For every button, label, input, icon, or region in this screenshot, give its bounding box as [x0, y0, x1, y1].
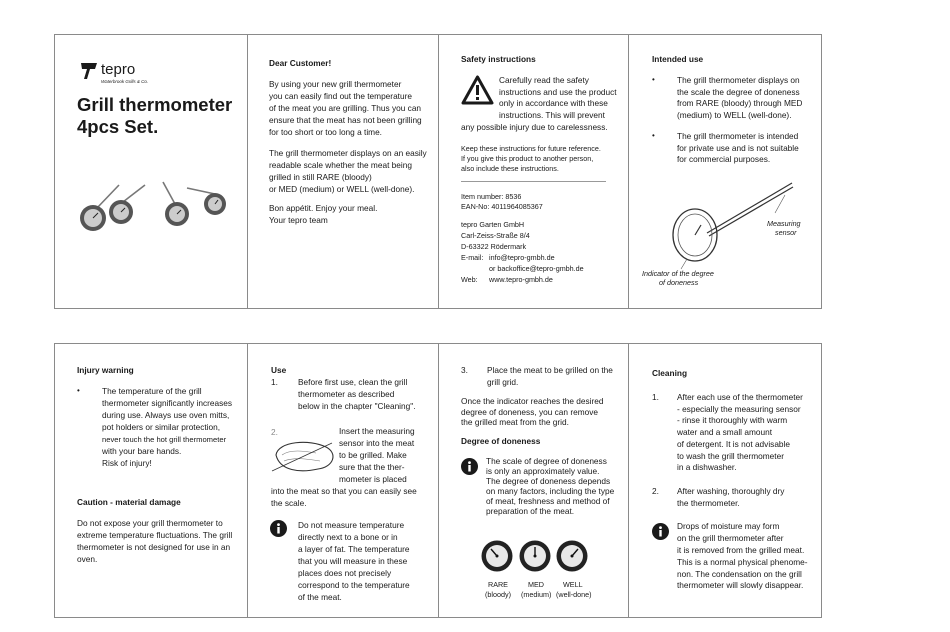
- doneness-text: grill grid.: [487, 377, 519, 387]
- safety-heading: Safety instructions: [461, 54, 536, 64]
- customer-text: grilled in still RARE (bloody): [269, 172, 372, 182]
- cleaning-text: of detergent. It is not advisable: [677, 439, 791, 449]
- intended-text: from RARE (bloody) through MED: [677, 98, 803, 108]
- cleaning-info-text: it is removed from the grilled meat.: [677, 545, 805, 555]
- injury-panel: [55, 344, 248, 617]
- dial-sub-well: (well-done): [556, 590, 592, 599]
- web-link[interactable]: www.tepro-gmbh.de: [489, 275, 553, 284]
- injury-heading: Injury warning: [77, 365, 134, 375]
- email-link[interactable]: info@tepro-gmbh.de: [489, 253, 555, 262]
- cleaning-text: water and a small amount: [677, 427, 773, 437]
- use-panel: [248, 344, 439, 617]
- safety-text: Keep these instructions for future reference.: [461, 144, 601, 153]
- step-number: 3.: [461, 365, 468, 375]
- intended-text: the scale the degree of doneness: [677, 87, 800, 97]
- step-number: 2.: [271, 427, 278, 437]
- caution-text: Do not expose your grill thermometer to: [77, 518, 223, 528]
- customer-text: you can easily find out the temperature: [269, 91, 412, 101]
- address-line: Carl-Zeiss-Straße 8/4: [461, 231, 530, 240]
- doneness-text: Once the indicator reaches the desired: [461, 396, 604, 406]
- doneness-text: degree of doneness, you can remove: [461, 407, 598, 417]
- intended-use-panel: [629, 35, 823, 308]
- intended-text: (medium) to WELL (well-done).: [677, 110, 792, 120]
- safety-text: If you give this product to another person,: [461, 154, 594, 163]
- cleaning-heading: Cleaning: [652, 368, 688, 378]
- intended-text: for commercial purposes.: [677, 154, 771, 164]
- use-text: the scale.: [271, 498, 307, 508]
- intended-text: The grill thermometer is intended: [677, 131, 799, 141]
- tepro-logo-icon: [79, 60, 99, 80]
- doneness-info-text: on many factors, including the type: [486, 486, 615, 496]
- injury-text: The temperature of the grill: [102, 386, 202, 396]
- doneness-text: the grilled meat from the grid.: [461, 417, 569, 427]
- cleaning-text: After each use of the thermometer: [677, 392, 803, 402]
- doneness-info-text: is only an approximately value.: [486, 466, 600, 476]
- divider: [461, 181, 606, 182]
- cleaning-info-text: This is a normal physical phenome-: [677, 557, 808, 567]
- warning-triangle-icon: [461, 75, 494, 105]
- indicator-label: of doneness: [659, 278, 699, 287]
- use-info-text: places does not precisely: [298, 568, 392, 578]
- safety-text: also include these instructions.: [461, 164, 559, 173]
- meat-illustration: [270, 437, 338, 475]
- doneness-panel: [439, 344, 629, 617]
- bullet: •: [652, 75, 655, 84]
- use-text: mometer is placed: [339, 474, 407, 484]
- use-info-text: a layer of fat. The temperature: [298, 544, 410, 554]
- cleaning-info-text: Drops of moisture may form: [677, 521, 780, 531]
- dial-label-med: MED: [528, 580, 544, 589]
- caution-text: extreme temperature fluctuations. The grill: [77, 530, 233, 540]
- use-heading: Use: [271, 365, 287, 375]
- injury-text: pot holders or similar protection,: [102, 422, 221, 432]
- customer-text: readable scale whether the meat being: [269, 160, 412, 170]
- address-line: tepro Garten GmbH: [461, 220, 525, 229]
- injury-text: Risk of injury!: [102, 458, 152, 468]
- cleaning-info-text: on the grill thermometer after: [677, 533, 784, 543]
- customer-text: Your tepro team: [269, 215, 328, 225]
- use-info-text: correspond to the temperature: [298, 580, 410, 590]
- customer-text: By using your new grill thermometer: [269, 79, 402, 89]
- ean-number: EAN-No: 4011964085367: [461, 202, 543, 211]
- safety-text: instructions. This will prevent: [499, 110, 605, 120]
- info-icon: [652, 523, 669, 540]
- use-text: sure that the ther-: [339, 462, 405, 472]
- brand-tagline: Waterbrook Grills & Co.: [101, 79, 149, 84]
- dial-label-rare: RARE: [488, 580, 508, 589]
- dial-rare-icon: [481, 540, 513, 572]
- cleaning-text: - especially the measuring sensor: [677, 404, 801, 414]
- customer-text: for too short or too long a time.: [269, 127, 382, 137]
- doneness-info-text: preparation of the meat.: [486, 506, 575, 516]
- cleaning-info-text: non. The condensation on the grill: [677, 569, 802, 579]
- bullet: •: [652, 131, 655, 140]
- web-label: Web:: [461, 275, 478, 284]
- product-title: Grill thermometer: [77, 94, 233, 115]
- customer-panel: [248, 35, 439, 308]
- use-info-text: Do not measure temperature: [298, 520, 405, 530]
- indicator-label: Indicator of the degree: [642, 269, 714, 278]
- doneness-text: Place the meat to be grilled on the: [487, 365, 613, 375]
- use-text: below in the chapter "Cleaning".: [298, 401, 416, 411]
- doneness-heading: Degree of doneness: [461, 436, 541, 446]
- injury-text: thermometer significantly increases: [102, 398, 233, 408]
- use-text: Before first use, clean the grill: [298, 377, 408, 387]
- product-subtitle: 4pcs Set.: [77, 116, 159, 137]
- info-icon: [461, 458, 478, 475]
- customer-heading: Dear Customer!: [269, 58, 332, 68]
- safety-text: any possible injury due to carelessness.: [461, 122, 608, 132]
- intended-text: The grill thermometer displays on: [677, 75, 800, 85]
- intended-text: for private use and is not suitable: [677, 143, 799, 153]
- dial-well-icon: [556, 540, 588, 572]
- use-text: to be grilled. Make: [339, 450, 407, 460]
- customer-text: The grill thermometer displays on an easily: [269, 148, 427, 158]
- doneness-info-text: The scale of degree of doneness: [486, 456, 607, 466]
- safety-text: Carefully read the safety: [499, 75, 589, 85]
- caution-text: thermometer is not designed for use in an: [77, 542, 231, 552]
- doneness-info-text: The degree of doneness depends: [486, 476, 611, 486]
- use-text: Insert the measuring: [339, 426, 415, 436]
- cleaning-text: the thermometer.: [677, 498, 740, 508]
- safety-text: only in accordance with these: [499, 98, 608, 108]
- use-text: sensor into the meat: [339, 438, 415, 448]
- dial-label-well: WELL: [563, 580, 583, 589]
- injury-text: never touch the hot grill thermometer: [102, 435, 227, 444]
- customer-text: Bon appétit. Enjoy your meal.: [269, 203, 378, 213]
- top-sheet: [54, 34, 822, 309]
- injury-text: with your bare hands.: [102, 446, 182, 456]
- cleaning-panel: [629, 344, 823, 617]
- injury-text: during use. Always use oven mitts,: [102, 410, 230, 420]
- customer-text: ensure that the meat has not been grilling: [269, 115, 422, 125]
- bullet: •: [77, 386, 80, 395]
- email-link[interactable]: or backoffice@tepro-gmbh.de: [489, 264, 584, 273]
- intended-heading: Intended use: [652, 54, 704, 64]
- step-number: 2.: [652, 486, 659, 496]
- use-info-text: directly next to a bone or in: [298, 532, 398, 542]
- bottom-sheet: [54, 343, 822, 618]
- dial-sub-med: (medium): [521, 590, 552, 599]
- sensor-label: Measuring: [767, 219, 801, 228]
- doneness-info-text: of meat, freshness and method of: [486, 496, 610, 506]
- dial-sub-rare: (bloody): [485, 590, 511, 599]
- thermometer-set-image: [75, 180, 235, 240]
- step-number: 1.: [271, 377, 278, 387]
- cleaning-text: After washing, thoroughly dry: [677, 486, 785, 496]
- customer-text: or MED (medium) or WELL (well-done).: [269, 184, 415, 194]
- use-text: into the meat so that you can easily see: [271, 486, 417, 496]
- caution-text: oven.: [77, 554, 98, 564]
- cleaning-info-text: thermometer will slowly disappear.: [677, 580, 804, 590]
- use-info-text: that you will measure in these: [298, 556, 408, 566]
- safety-text: instructions and use the product: [499, 87, 617, 97]
- use-text: thermometer as described: [298, 389, 395, 399]
- cover-panel: [55, 35, 248, 308]
- cleaning-text: to wash the grill thermometer: [677, 451, 784, 461]
- email-label: E-mail:: [461, 253, 484, 262]
- cleaning-text: - rinse it thoroughly with warm: [677, 415, 788, 425]
- dial-med-icon: [519, 540, 551, 572]
- address-line: D-63322 Rödermark: [461, 242, 527, 251]
- info-icon: [270, 520, 287, 537]
- step-number: 1.: [652, 392, 659, 402]
- use-info-text: of the meat.: [298, 592, 342, 602]
- sensor-label: sensor: [775, 228, 797, 237]
- caution-heading: Caution - material damage: [77, 497, 181, 507]
- cleaning-text: in a dishwasher.: [677, 462, 737, 472]
- brand-name: tepro: [101, 61, 136, 78]
- safety-panel: [439, 35, 629, 308]
- item-number: Item number: 8536: [461, 192, 522, 201]
- customer-text: of the meat you are grilling. Thus you can: [269, 103, 422, 113]
